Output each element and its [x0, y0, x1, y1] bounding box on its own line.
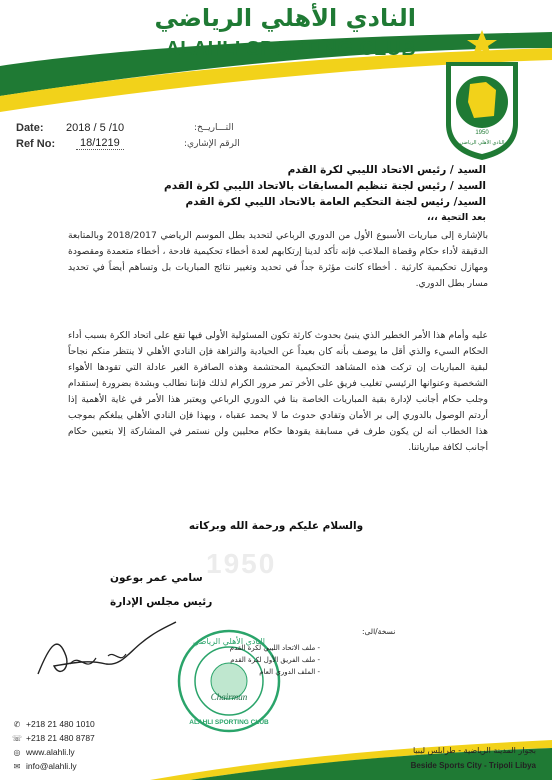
body-paragraph: بالإشارة إلى مباريات الأسبوع الأول من الدوري الرباعي لتحديد بطل الموسم الرياضي 2018/2017 وبالمتابعة الدقيقة لأداء حكام وقضاة الملاعب فإنه تأكد لدينا إرتكابهم لعدة أخطاء تحكيمية فادحة ، أخطاء متعمدة ومقصودة ومهازل تحكيمية كارثية . أخطاء كانت مؤثرة جداً في تحديد وتغيير نتائج المباريات بل وتساهم أيضاً في تحديد مسار بطل الدوري. — [68, 230, 488, 289]
signer-name: سامي عمر بوعون — [110, 572, 203, 584]
star-icon — [467, 30, 497, 56]
phone-icon: ✆ — [13, 719, 21, 729]
logo-year: 1950 — [475, 130, 489, 136]
ref-label: Ref No: — [16, 138, 56, 150]
club-title-en: ALAHLI SPORTING CLUB — [165, 38, 416, 60]
footer-address-en: Beside Sports City - Tripoli Libya — [410, 761, 536, 770]
copy-item: - ملف الفريق الأول لكرة القدم — [230, 656, 320, 664]
date-value: 2018 / 5 /10 — [66, 122, 125, 134]
greeting: بعد التحية ،،، — [426, 212, 486, 223]
addressee-line: السيد / رئيس الاتحاد الليبي لكرة القدم — [287, 164, 486, 176]
footer-web[interactable]: ◎ www.alahli.ly — [13, 747, 75, 757]
fax-icon: ☏ — [12, 733, 23, 743]
ref-value: 18/1219 — [76, 137, 124, 150]
addressee-line: السيد/ رئيس لجنة التحكيم العامة بالاتحاد الليبي لكرة القدم — [185, 196, 486, 208]
stamp-text-en: ALAHLI SPORTING CLUB — [189, 719, 269, 726]
footer-address-ar: بجوار المدينة الرياضية - طرابلس ليبيا — [412, 746, 536, 755]
club-title-ar: النادي الأهلي الرياضي — [154, 4, 416, 32]
copies-label: نسخة/الى: — [362, 627, 396, 636]
ref-label-ar: الرقم الإشاري: — [184, 139, 240, 149]
footer-phone: ✆ +218 21 480 1010 — [13, 719, 95, 729]
stamp-text-ar: النادي الأهلي الرياضي — [193, 637, 265, 646]
club-logo — [440, 28, 524, 162]
handwritten-signature — [30, 604, 180, 684]
copy-item: - ملف الاتحاد الليبي لكرة القدم — [229, 644, 320, 652]
date-label: Date: — [16, 122, 44, 134]
closing-line: والسلام عليكم ورحمة الله وبركاته — [188, 520, 364, 532]
logo-text: النادي الأهلي الرياضي — [459, 140, 505, 146]
signer-title: رئيس مجلس الإدارة — [110, 596, 213, 608]
mail-icon: ✉ — [13, 761, 21, 771]
footer-email[interactable]: ✉ info@alahli.ly — [13, 761, 77, 771]
body-paragraph: عليه وأمام هذا الأمر الخطير الذي ينبئ بحدوث كارثة تكون المسئولية الأولى فيها تقع على اتحاد الكرة بسبب أداء الحكام السيء والذي أقل ما يوصف بأنه كان بعيداً عن الحيادية والنزاهة فإن النادي الأهلي لا ينتظر منكم نجاحاً لبقية المباريات إن تركت هذه المشاهد التحكيمية المحتشمة وهذه الصافرة الغير عادلة التي تقودها الأهواء الشخصية وعنوانها الرئيسي تغليب فريق على الأخر تمر مرور الكرام لذلك فإننا نطالب وبشدة بضرورة إستقدام وجلب حكام أجانب لإدارة بقية المباريات الخاصة بنا في الدوري الرباعي ويعتبر هذا الأمر في غاية الأهمية إذا أردتم الوصول بالدوري إلى بر الأمان وتفادي حدوث ما لا يحمد عقباه ، وبهذا فإن النادي الأهلي يبلغكم بموجب هذا الخطاب أنه لن يكون طرف في مسابقة يقودها حكام محليين ولن نستمر في المشاركة إلا بتعيين حكام أجانب لكافة مبارياتنا. — [68, 330, 488, 453]
watermark-year: 1950 — [206, 548, 277, 579]
footer-phone: ☏ +218 21 480 8787 — [12, 733, 95, 743]
copy-item: - الملف الدوري العام — [259, 668, 320, 676]
stamp-word: Chairman — [210, 692, 248, 702]
date-label-ar: التـــاريــخ: — [194, 123, 234, 133]
addressee-line: السيد / رئيس لجنة تنظيم المسابقات بالاتحاد الليبي لكرة القدم — [164, 180, 486, 192]
globe-icon: ◎ — [13, 747, 21, 757]
date-ref-block — [16, 118, 266, 158]
